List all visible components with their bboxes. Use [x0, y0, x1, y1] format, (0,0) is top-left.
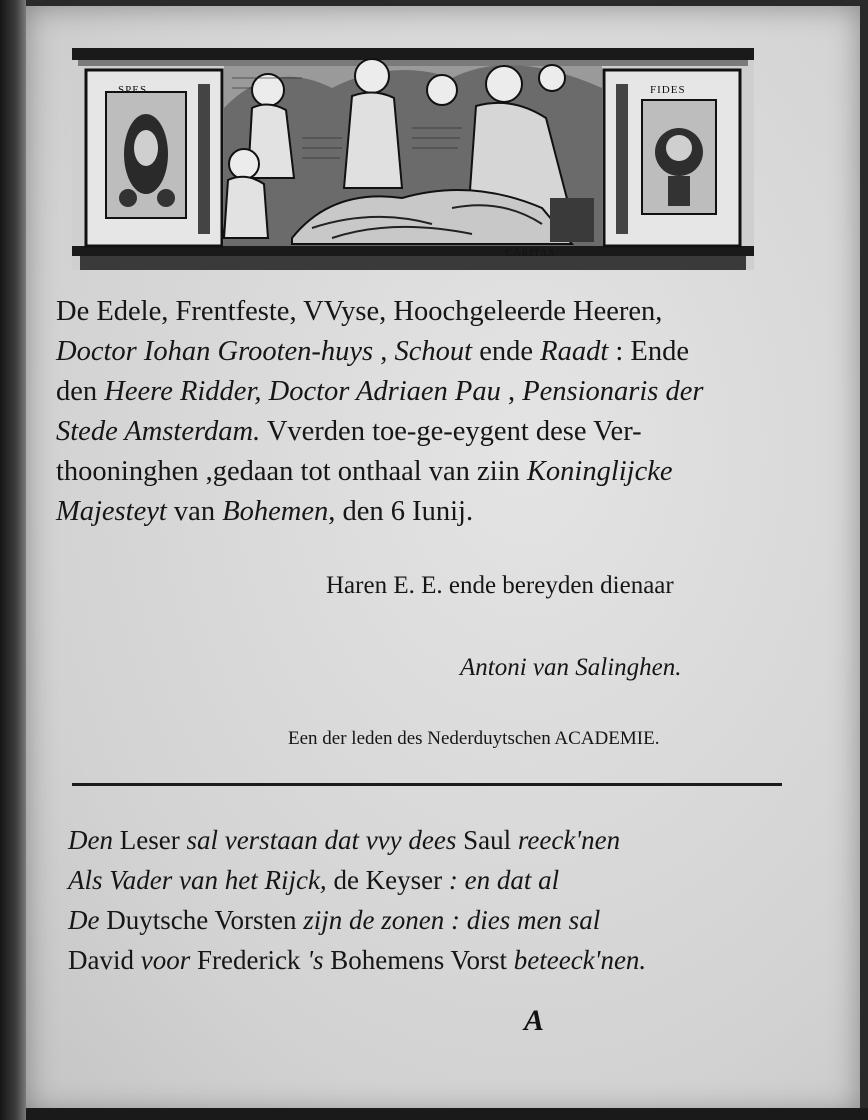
dedication-text-run: thooninghen ,gedaan tot onthaal van ziin — [56, 456, 527, 487]
horizontal-rule — [72, 783, 782, 786]
dedication-paragraph — [56, 292, 796, 532]
verse-line — [68, 940, 788, 980]
verse-text-run: 's — [307, 945, 331, 975]
verse-text-run: De — [68, 905, 107, 935]
dedication-line — [56, 292, 796, 332]
verse-text-run: de — [326, 865, 366, 895]
academy-membership: Een der leden des Nederduytschen ACADEMIE. — [288, 728, 660, 749]
verse-text-run: Keyser — [365, 865, 443, 895]
verse-text-run: voor — [140, 945, 197, 975]
dedication-text-run: Doctor Iohan Grooten-huys — [56, 336, 374, 367]
verse-text-run: Leser — [119, 825, 187, 855]
verse-text-run: reeck'nen — [517, 825, 621, 855]
verse-text-run: David — [68, 945, 141, 975]
dedication-line — [56, 372, 796, 412]
woodcut-illustration — [72, 48, 754, 270]
dedication-text-run: De Edele, Frentfeste, VVyse, Hoochgeleerde Heeren, — [56, 296, 663, 327]
dedication-text-run: Heere Ridder, Doctor Adriaen Pau — [104, 376, 501, 407]
book-spine — [0, 0, 26, 1120]
verse-text-run: Saul — [463, 825, 518, 855]
dedication-text-run: Raadt — [540, 336, 609, 367]
dedication-text-run: den — [56, 376, 105, 407]
verse-line — [68, 860, 788, 900]
verse-text-run: Den — [68, 825, 120, 855]
verse-text-run: sal verstaan dat vvy dees — [186, 825, 464, 855]
dedication-text-run: Majesteyt — [56, 496, 167, 527]
dedication-text-run: , — [373, 336, 395, 367]
dedication-text-run: Stede Amsterdam. — [56, 416, 261, 447]
banner-label-spes: SPES — [118, 84, 148, 96]
verse-text-run: beteeck'nen. — [513, 945, 647, 975]
dedication-text-run: , den 6 Iunij. — [328, 496, 474, 527]
dedication-text-run: van — [166, 496, 223, 527]
woodcut-banner — [72, 48, 754, 270]
greeting-line: Haren E. E. ende bereyden dienaar — [326, 572, 674, 599]
verse-line — [68, 820, 788, 860]
dedication-line — [56, 412, 796, 452]
dedication-text-run: ende — [472, 336, 541, 367]
verse-text-run: zijn de zonen : dies men sal — [303, 905, 601, 935]
verse-text-run: Frederick — [196, 945, 308, 975]
dedication-text-run: , — [500, 376, 523, 407]
dedication-line — [56, 332, 796, 372]
verse-quatrain — [68, 820, 788, 980]
page-bottom-edge — [26, 1108, 868, 1120]
dedication-text-run: Pensionaris der — [522, 376, 704, 407]
verse-text-run: Als Vader van het Rijck, — [68, 865, 327, 895]
dedication-text-run: : Ende — [608, 336, 689, 367]
dedication-line — [56, 492, 796, 532]
dedication-line — [56, 452, 796, 492]
banner-label-caritas: CARITAS — [506, 248, 555, 259]
dedication-text-run: Schout — [394, 336, 473, 367]
verse-text-run: Duytsche Vorsten — [106, 905, 304, 935]
verse-line — [68, 900, 788, 940]
dedication-text-run: Bohemen — [222, 496, 329, 527]
dedication-text-run: Vverden toe-ge-eygent dese Ver- — [260, 416, 642, 447]
verse-text-run: : en dat al — [442, 865, 560, 895]
author-name: Antoni van Salinghen. — [460, 654, 682, 681]
verse-text-run: Bohemens Vorst — [330, 945, 514, 975]
banner-label-fides: FIDES — [650, 84, 686, 96]
signature-mark: A — [524, 1004, 545, 1037]
dedication-text-run: Koninglijcke — [526, 456, 673, 487]
